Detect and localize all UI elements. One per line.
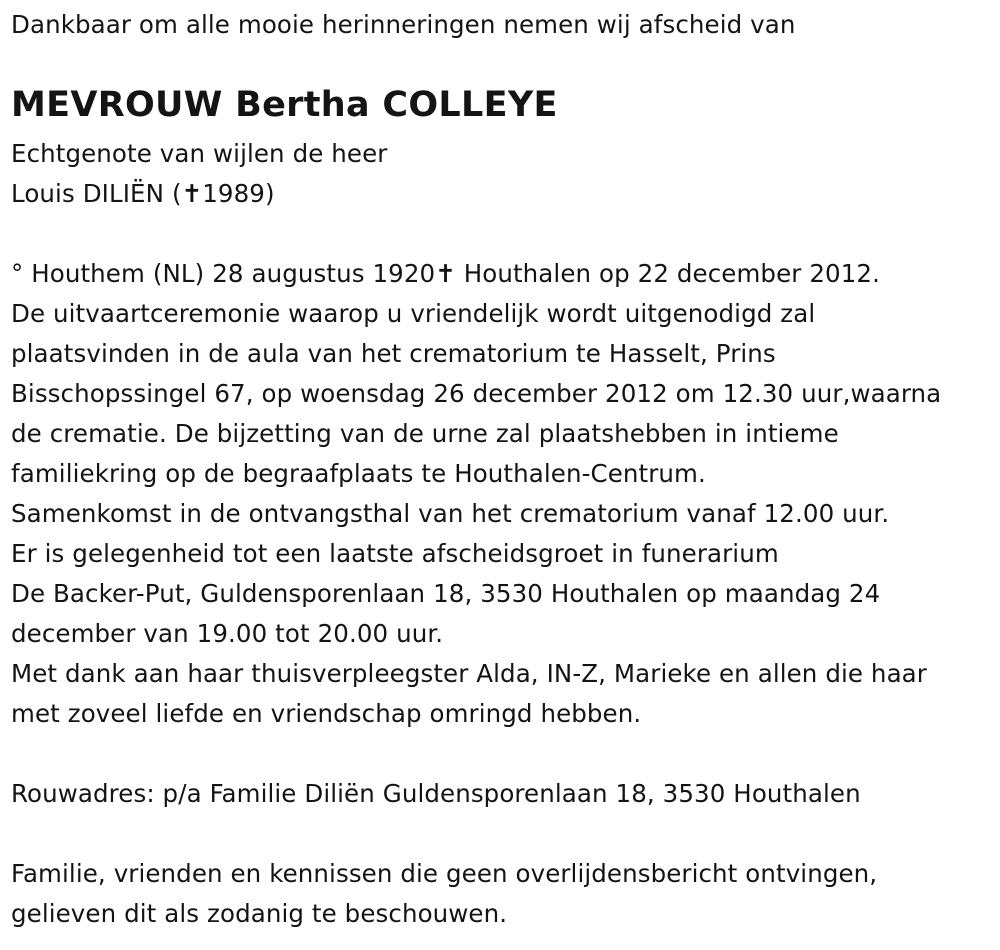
body-line: plaatsvinden in de aula van het crematorium te Hasselt, Prins	[11, 339, 776, 368]
body-line: Samenkomst in de ontvangsthal van het crematorium vanaf 12.00 uur.	[11, 499, 890, 528]
body-line: met zoveel liefde en vriendschap omringd hebben.	[11, 699, 642, 728]
closing-note	[11, 854, 877, 934]
spouse-line: Echtgenote van wijlen de heer	[11, 139, 388, 168]
body-line: ° Houthem (NL) 28 augustus 1920✝ Houthalen op 22 december 2012.	[11, 259, 880, 288]
address-line: Rouwadres: p/a Familie Diliën Guldensporenlaan 18, 3530 Houthalen	[11, 779, 861, 808]
body-line: De uitvaartceremonie waarop u vriendelijk wordt uitgenodigd zal	[11, 299, 816, 328]
footer-line: Familie, vrienden en kennissen die geen overlijdensbericht ontvingen,	[11, 859, 878, 888]
body-line: Bisschopssingel 67, op woensdag 26 december 2012 om 12.30 uur,waarna	[11, 379, 942, 408]
body-line: familiekring op de begraafplaats te Houthalen-Centrum.	[11, 459, 706, 488]
body-line: Met dank aan haar thuisverpleegster Alda, IN-Z, Marieke en allen die haar	[11, 659, 927, 688]
body-line: de crematie. De bijzetting van de urne zal plaatshebben in intieme	[11, 419, 839, 448]
mourning-address	[11, 774, 861, 814]
body-line: Er is gelegenheid tot een laatste afscheidsgroet in funerarium	[11, 539, 779, 568]
spouse-section	[11, 134, 387, 214]
footer-line: gelieven dit als zodanig te beschouwen.	[11, 899, 508, 928]
spouse-line: Louis DILIËN (✝1989)	[11, 179, 275, 208]
ceremony-details	[11, 254, 941, 734]
body-line: De Backer-Put, Guldensporenlaan 18, 3530 Houthalen op maandag 24	[11, 579, 881, 608]
intro-text: Dankbaar om alle mooie herinneringen nemen wij afscheid van	[11, 10, 796, 39]
body-line: december van 19.00 tot 20.00 uur.	[11, 619, 444, 648]
deceased-name: MEVROUW Bertha COLLEYE	[11, 85, 558, 125]
